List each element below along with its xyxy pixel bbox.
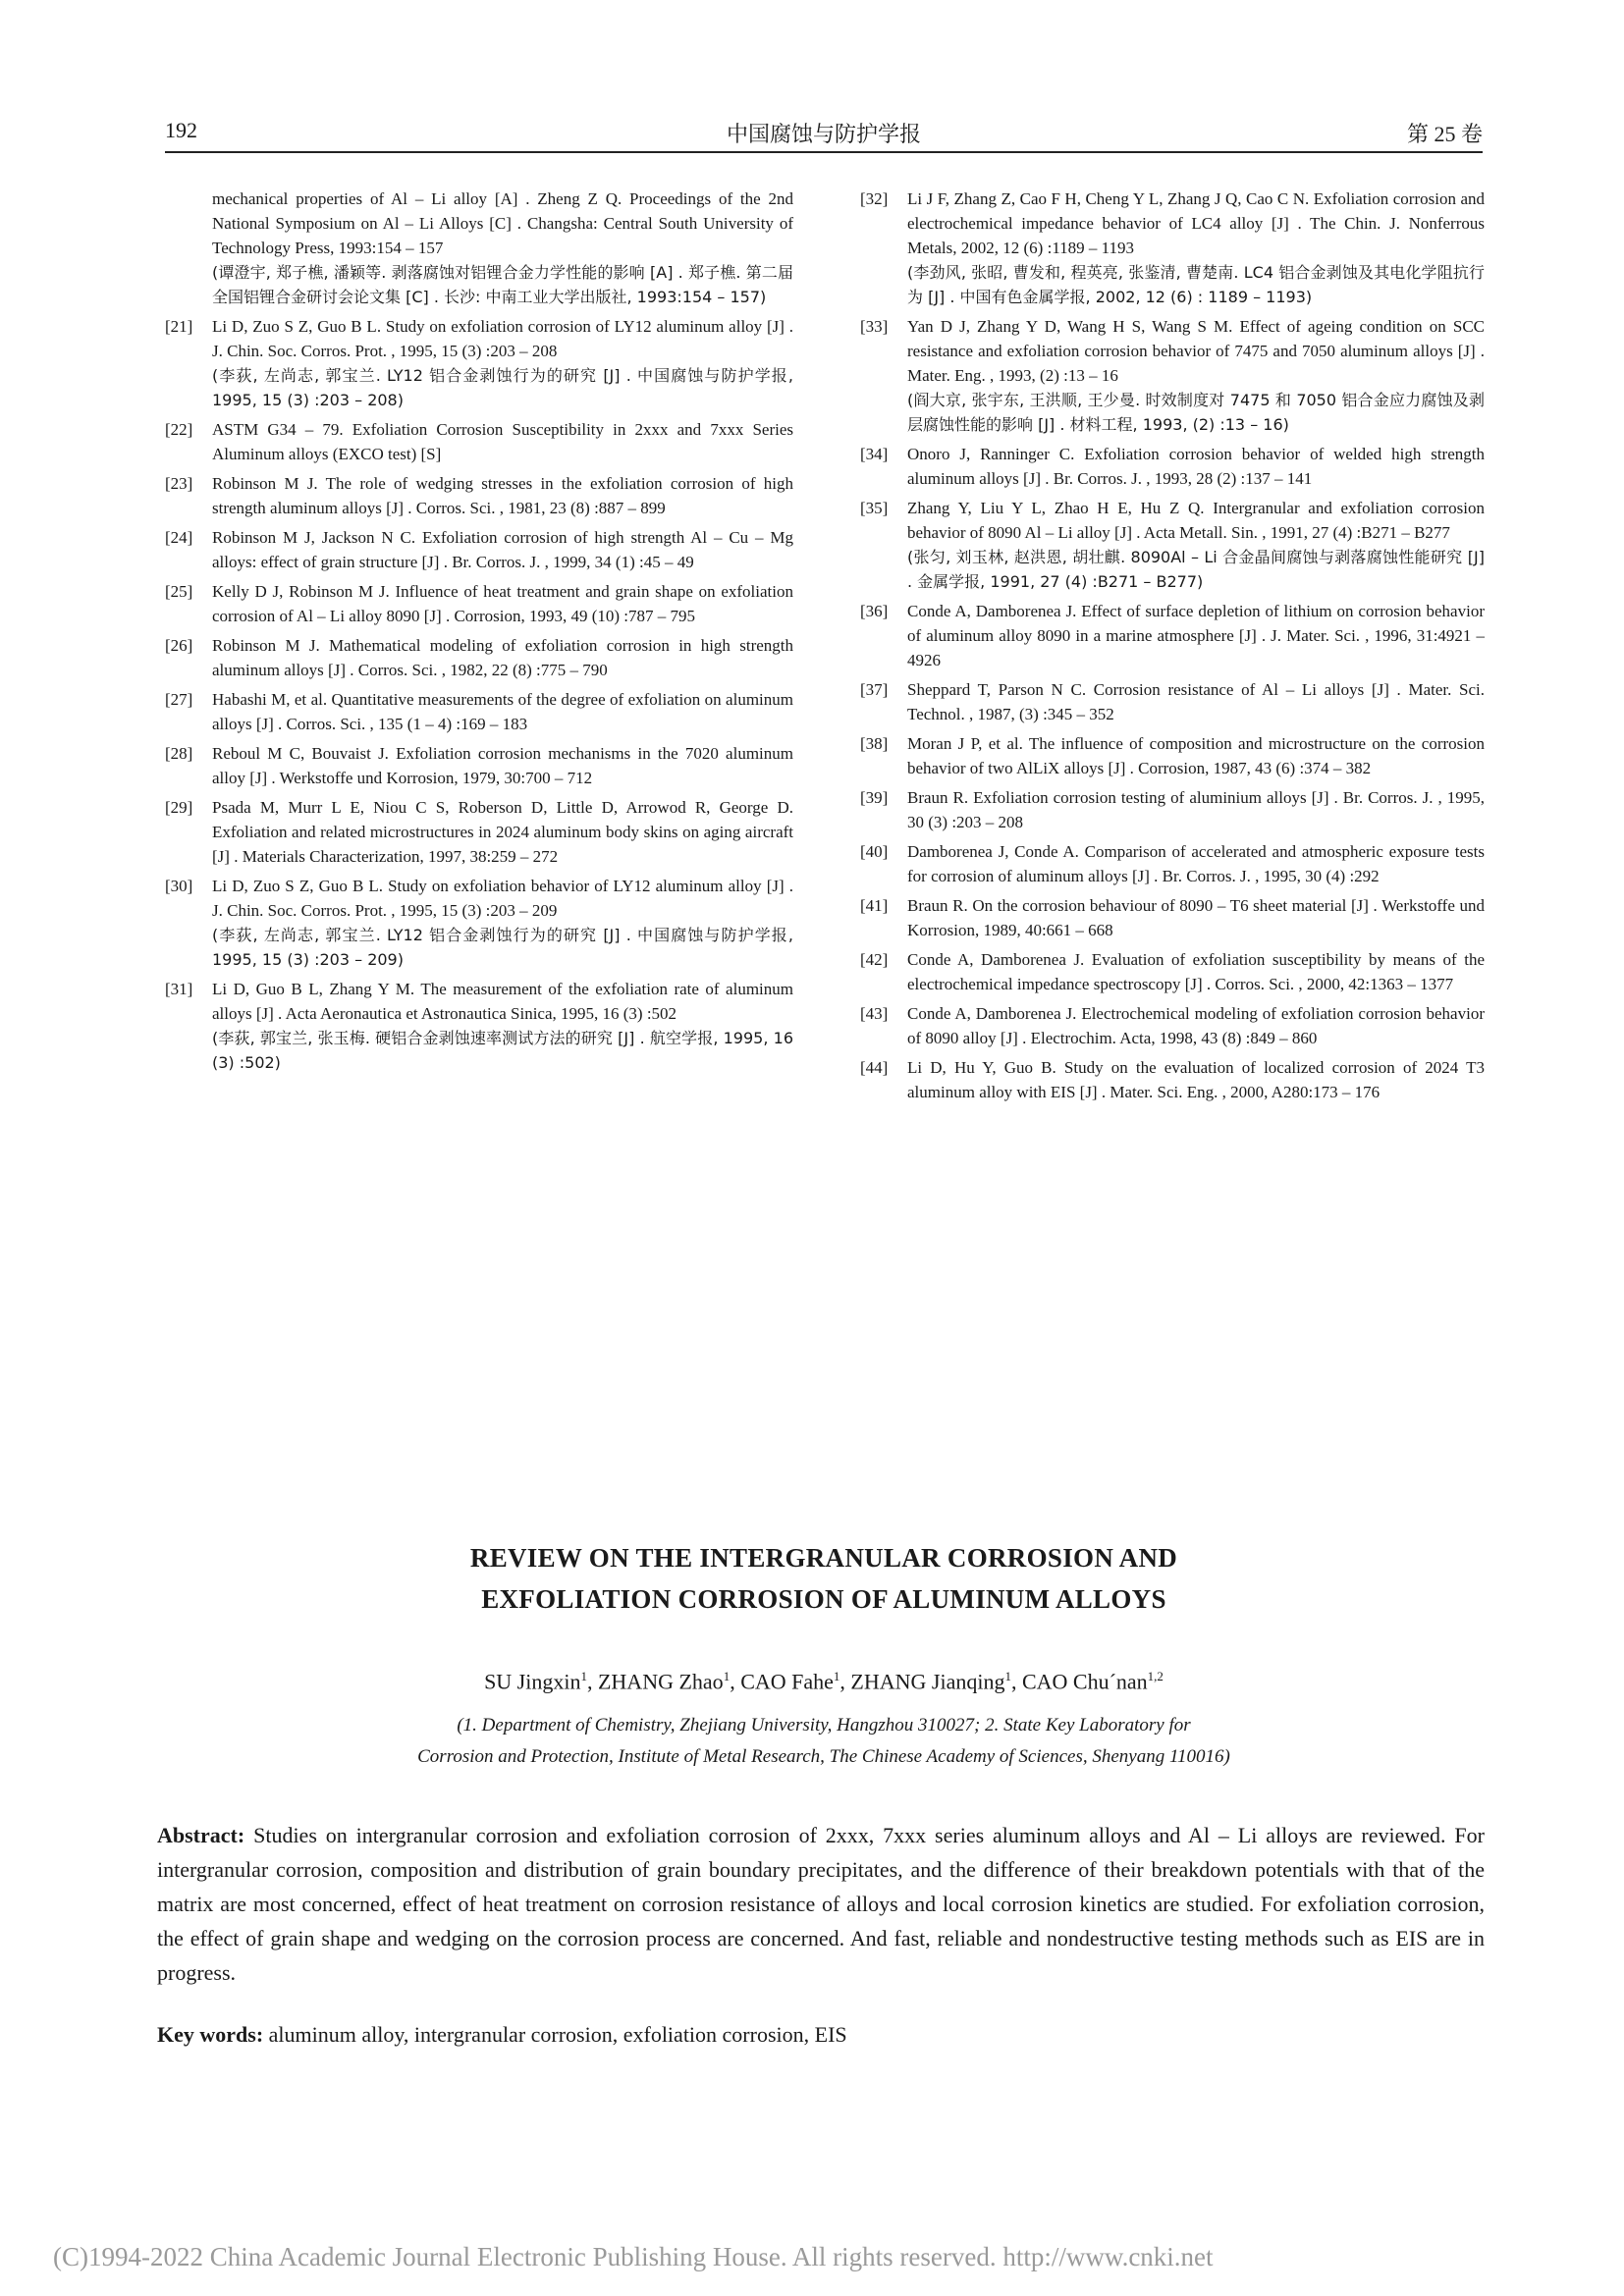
reference-item — [860, 839, 1485, 888]
title-line: REVIEW ON THE INTERGRANULAR CORROSION AND — [469, 1543, 1178, 1573]
reference-item — [860, 187, 1485, 309]
author-affiliation-mark: 1 — [1004, 1669, 1011, 1683]
keywords-text: aluminum alloy, intergranular corrosion, exfoliation corrosion, EIS — [268, 2022, 847, 2047]
reference-item — [860, 1055, 1485, 1104]
reference-item — [165, 977, 793, 1075]
reference-item — [165, 525, 793, 574]
reference-item — [165, 633, 793, 682]
reference-translation: (李荻, 郭宝兰, 张玉梅. 硬铝合金剥蚀速率测试方法的研究 [J] . 航空学报, 1995, 16 (3) :502) — [212, 1029, 793, 1072]
reference-text: Li D, Zuo S Z, Guo B L. Study on exfoliation behavior of LY12 aluminum alloy [J] . J. Chin. Soc. Corros. Prot. , 1995, 15 (3) :203 – 209 — [212, 877, 793, 920]
author-name: CAO Chu´nan — [1021, 1669, 1148, 1694]
reference-item — [860, 442, 1485, 491]
reference-translation: (阎大京, 张宇东, 王洪顺, 王少曼. 时效制度对 7475 和 7050 铝合金应力腐蚀及剥层腐蚀性能的影响 [J] . 材料工程, 1993, (2) :13 – 16) — [907, 391, 1485, 434]
reference-translation: (李劲风, 张昭, 曹发和, 程英亮, 张鉴清, 曹楚南. LC4 铝合金剥蚀及其电化学阻抗行为 [J] . 中国有色金属学报, 2002, 12 (6) : 1189 – 1193) — [907, 263, 1485, 306]
affiliation-line: (1. Department of Chemistry, Zhejiang University, Hangzhou 310027; 2. State Key Laboratory for — [457, 1715, 1191, 1735]
reference-number: [35] — [860, 499, 889, 517]
reference-text: Li D, Zuo S Z, Guo B L. Study on exfoliation corrosion of LY12 aluminum alloy [J] . J. Chin. Soc. Corros. Prot. , 1995, 15 (3) :203 – 208 — [212, 317, 793, 360]
reference-item — [860, 1001, 1485, 1050]
page-number: 192 — [165, 118, 197, 142]
reference-text: Yan D J, Zhang Y D, Wang H S, Wang S M. Effect of ageing condition on SCC resistance and exfoliation corrosion behavior of 7475 and 7050 aluminum alloys [J] . Mater. Eng. , 1993, (2) :13 – 16 — [907, 317, 1485, 385]
reference-item — [860, 893, 1485, 942]
author-name: CAO Fahe — [740, 1669, 834, 1694]
reference-item — [165, 314, 793, 412]
reference-item — [165, 471, 793, 520]
reference-text: Damborenea J, Conde A. Comparison of accelerated and atmospheric exposure tests for corrosion of aluminum alloys [J] . Br. Corros. J. , 1995, 30 (4) :292 — [907, 842, 1485, 885]
reference-translation: (李荻, 左尚志, 郭宝兰. LY12 铝合金剥蚀行为的研究 [J] . 中国腐蚀与防护学报, 1995, 15 (3) :203 – 209) — [212, 926, 793, 969]
reference-number: [34] — [860, 445, 889, 463]
abstract-text: Studies on intergranular corrosion and exfoliation corrosion of 2xxx, 7xxx series aluminum alloys and Al – Li alloys are reviewed. For intergranular corrosion, composition and distribution of grain boundary precipitates, and the difference of their breakdown potentials with that of the matrix are most concerned, effect of heat treatment on corrosion resistance of alloys and local corrosion kinetics are studied. For exfoliation corrosion, the effect of grain shape and wedging on the corrosion process are concerned. And fast, reliable and nondestructive testing methods such as EIS are in progress. — [157, 1823, 1485, 1985]
reference-text: Moran J P, et al. The influence of composition and microstructure on the corrosion behavior of two AlLiX alloys [J] . Corrosion, 1987, 43 (6) :374 – 382 — [907, 734, 1485, 777]
references-right-column — [860, 187, 1485, 1109]
reference-text: Zhang Y, Liu Y L, Zhao H E, Hu Z Q. Intergranular and exfoliation corrosion behavior of 8090 Al – Li alloy [J] . Acta Metall. Sin. , 1991, 27 (4) :B271 – B277 — [907, 499, 1485, 542]
reference-number: [32] — [860, 189, 889, 208]
reference-text: Conde A, Damborenea J. Evaluation of exfoliation susceptibility by means of the electrochemical impedance spectroscopy [J] . Corros. Sci. , 2000, 42:1363 – 1377 — [907, 950, 1485, 993]
reference-number: [22] — [165, 420, 193, 439]
reference-number: [37] — [860, 680, 889, 699]
reference-number: [31] — [165, 980, 193, 998]
reference-text: Robinson M J, Jackson N C. Exfoliation corrosion of high strength Al – Cu – Mg alloys: effect of grain structure [J] . Br. Corros. J. , 1999, 34 (1) :45 – 49 — [212, 528, 793, 571]
keywords — [157, 2022, 1485, 2048]
reference-translation: (李荻, 左尚志, 郭宝兰. LY12 铝合金剥蚀行为的研究 [J] . 中国腐蚀与防护学报, 1995, 15 (3) :203 – 208) — [212, 366, 793, 409]
author-affiliation-mark: 1,2 — [1147, 1669, 1164, 1683]
reference-number: [44] — [860, 1058, 889, 1077]
reference-number: [24] — [165, 528, 193, 547]
paper-title — [165, 1537, 1483, 1620]
reference-number: [25] — [165, 582, 193, 601]
reference-number: [39] — [860, 788, 889, 807]
reference-number: [21] — [165, 317, 193, 336]
reference-text: Reboul M C, Bouvaist J. Exfoliation corrosion mechanisms in the 7020 aluminum alloy [J] . Werkstoffe und Korrosion, 1979, 30:700 – 712 — [212, 744, 793, 787]
reference-text: Conde A, Damborenea J. Effect of surface depletion of lithium on corrosion behavior of aluminum alloy 8090 in a marine atmosphere [J] . J. Mater. Sci. , 1996, 31:4921 – 4926 — [907, 602, 1485, 669]
references-left-column — [165, 187, 793, 1080]
author-affiliation-mark: 1 — [723, 1669, 731, 1683]
reference-number: [23] — [165, 474, 193, 493]
reference-text: Robinson M J. The role of wedging stresses in the exfoliation corrosion of high strength aluminum alloys [J] . Corros. Sci. , 1981, 23 (8) :887 – 899 — [212, 474, 793, 517]
reference-number: [42] — [860, 950, 889, 969]
reference-number: [43] — [860, 1004, 889, 1023]
reference-item — [165, 874, 793, 972]
affiliation-line: Corrosion and Protection, Institute of Metal Research, The Chinese Academy of Sciences, Shenyang 110016) — [417, 1746, 1230, 1767]
reference-item — [860, 947, 1485, 996]
journal-name: 中国腐蚀与防护学报 — [726, 122, 921, 146]
abstract-label: Abstract: — [157, 1823, 245, 1847]
title-line: EXFOLIATION CORROSION OF ALUMINUM ALLOYS — [481, 1584, 1166, 1614]
reference-number: [28] — [165, 744, 193, 763]
reference-text: Conde A, Damborenea J. Electrochemical modeling of exfoliation corrosion behavior of 8090 alloy [J] . Electrochim. Acta, 1998, 43 (8) :849 – 860 — [907, 1004, 1485, 1047]
author-list: SU Jingxin$^1$, ZHANG Zhao$^1$, CAO Fahe$^1$, ZHANG Jianqing$^1$, CAO Chu´nan$^{1,2}$ — [484, 1669, 1164, 1694]
author-affiliation-mark: 1 — [833, 1669, 840, 1683]
reference-number: [26] — [165, 636, 193, 655]
reference-item — [860, 599, 1485, 672]
reference-text: Onoro J, Ranninger C. Exfoliation corrosion behavior of welded high strength aluminum alloys [J] . Br. Corros. J. , 1993, 28 (2) :137 – 141 — [907, 445, 1485, 488]
reference-text: Li J F, Zhang Z, Cao F H, Cheng Y L, Zhang J Q, Cao C N. Exfoliation corrosion and electrochemical impedance behavior of LC4 alloy [J] . The Chin. J. Nonferrous Metals, 2002, 12 (6) :1189 – 1193 — [907, 189, 1485, 257]
reference-item — [860, 785, 1485, 834]
reference-item — [860, 314, 1485, 437]
affiliation — [165, 1710, 1483, 1773]
reference-number: [36] — [860, 602, 889, 620]
reference-text: Li D, Guo B L, Zhang Y M. The measurement of the exfoliation rate of aluminum alloys [J] . Acta Aeronautica et Astronautica Sinica, 1995, 16 (3) :502 — [212, 980, 793, 1023]
reference-item — [165, 417, 793, 466]
reference-text: Robinson M J. Mathematical modeling of exfoliation corrosion in high strength aluminum alloys [J] . Corros. Sci. , 1982, 22 (8) :775 – 790 — [212, 636, 793, 679]
reference-number: [33] — [860, 317, 889, 336]
keywords-label: Key words: — [157, 2022, 264, 2047]
reference-number: [30] — [165, 877, 193, 895]
running-header — [165, 116, 1483, 153]
author-name: ZHANG Jianqing — [850, 1669, 1005, 1694]
reference-number: [41] — [860, 896, 889, 915]
reference-item — [860, 677, 1485, 726]
author-name: SU Jingxin — [484, 1669, 581, 1694]
author-name: ZHANG Zhao — [597, 1669, 724, 1694]
reference-text: Braun R. On the corrosion behaviour of 8090 – T6 sheet material [J] . Werkstoffe und Korrosion, 1989, 40:661 – 668 — [907, 896, 1485, 939]
reference-number: [40] — [860, 842, 889, 861]
reference-item — [165, 741, 793, 790]
reference-item — [860, 731, 1485, 780]
reference-text: Kelly D J, Robinson M J. Influence of heat treatment and grain shape on exfoliation corrosion of Al – Li alloy 8090 [J] . Corrosion, 1993, 49 (10) :787 – 795 — [212, 582, 793, 625]
reference-item — [860, 496, 1485, 594]
volume-label: 第 25 卷 — [1406, 122, 1483, 146]
reference-translation: (谭澄宇, 郑子樵, 潘颖等. 剥落腐蚀对铝锂合金力学性能的影响 [A] . 郑子樵. 第二届全国铝锂合金研讨会论文集 [C] . 长沙: 中南工业大学出版社, 1993:154 – 157) — [212, 263, 793, 306]
reference-item — [165, 687, 793, 736]
reference-text: Braun R. Exfoliation corrosion testing of aluminium alloys [J] . Br. Corros. J. , 1995, 30 (3) :203 – 208 — [907, 788, 1485, 831]
author-affiliation-mark: 1 — [580, 1669, 587, 1683]
reference-number: [27] — [165, 690, 193, 709]
reference-text: mechanical properties of Al – Li alloy [A] . Zheng Z Q. Proceedings of the 2nd National Symposium on Al – Li Alloys [C] . Changsha: Central South University of Technology Press, 1993:154 – 157 — [212, 189, 793, 257]
reference-text: Sheppard T, Parson N C. Corrosion resistance of Al – Li alloys [J] . Mater. Sci. Technol. , 1987, (3) :345 – 352 — [907, 680, 1485, 723]
copyright-footer: (C)1994-2022 China Academic Journal Electronic Publishing House. All rights reserved. http://www.cnki.net — [53, 2242, 1214, 2271]
reference-text: ASTM G34 – 79. Exfoliation Corrosion Susceptibility in 2xxx and 7xxx Series Aluminum alloys (EXCO test) [S] — [212, 420, 793, 463]
reference-item — [165, 795, 793, 869]
reference-translation: (张匀, 刘玉林, 赵洪恩, 胡壮麒. 8090Al – Li 合金晶间腐蚀与剥落腐蚀性能研究 [J] . 金属学报, 1991, 27 (4) :B271 – B277) — [907, 548, 1485, 591]
reference-number: [29] — [165, 798, 193, 817]
reference-number: [38] — [860, 734, 889, 753]
reference-text: Psada M, Murr L E, Niou C S, Roberson D, Little D, Arrowod R, George D. Exfoliation and related microstructures in 2024 aluminum body skins on aging aircraft [J] . Materials Characterization, 1997, 38:259 – 272 — [212, 798, 793, 866]
reference-item — [165, 187, 793, 309]
reference-item — [165, 579, 793, 628]
abstract — [157, 1818, 1485, 1990]
reference-text: Habashi M, et al. Quantitative measurements of the degree of exfoliation on aluminum alloys [J] . Corros. Sci. , 135 (1 – 4) :169 – 183 — [212, 690, 793, 733]
reference-text: Li D, Hu Y, Guo B. Study on the evaluation of localized corrosion of 2024 T3 aluminum alloy with EIS [J] . Mater. Sci. Eng. , 2000, A280:173 – 176 — [907, 1058, 1485, 1101]
